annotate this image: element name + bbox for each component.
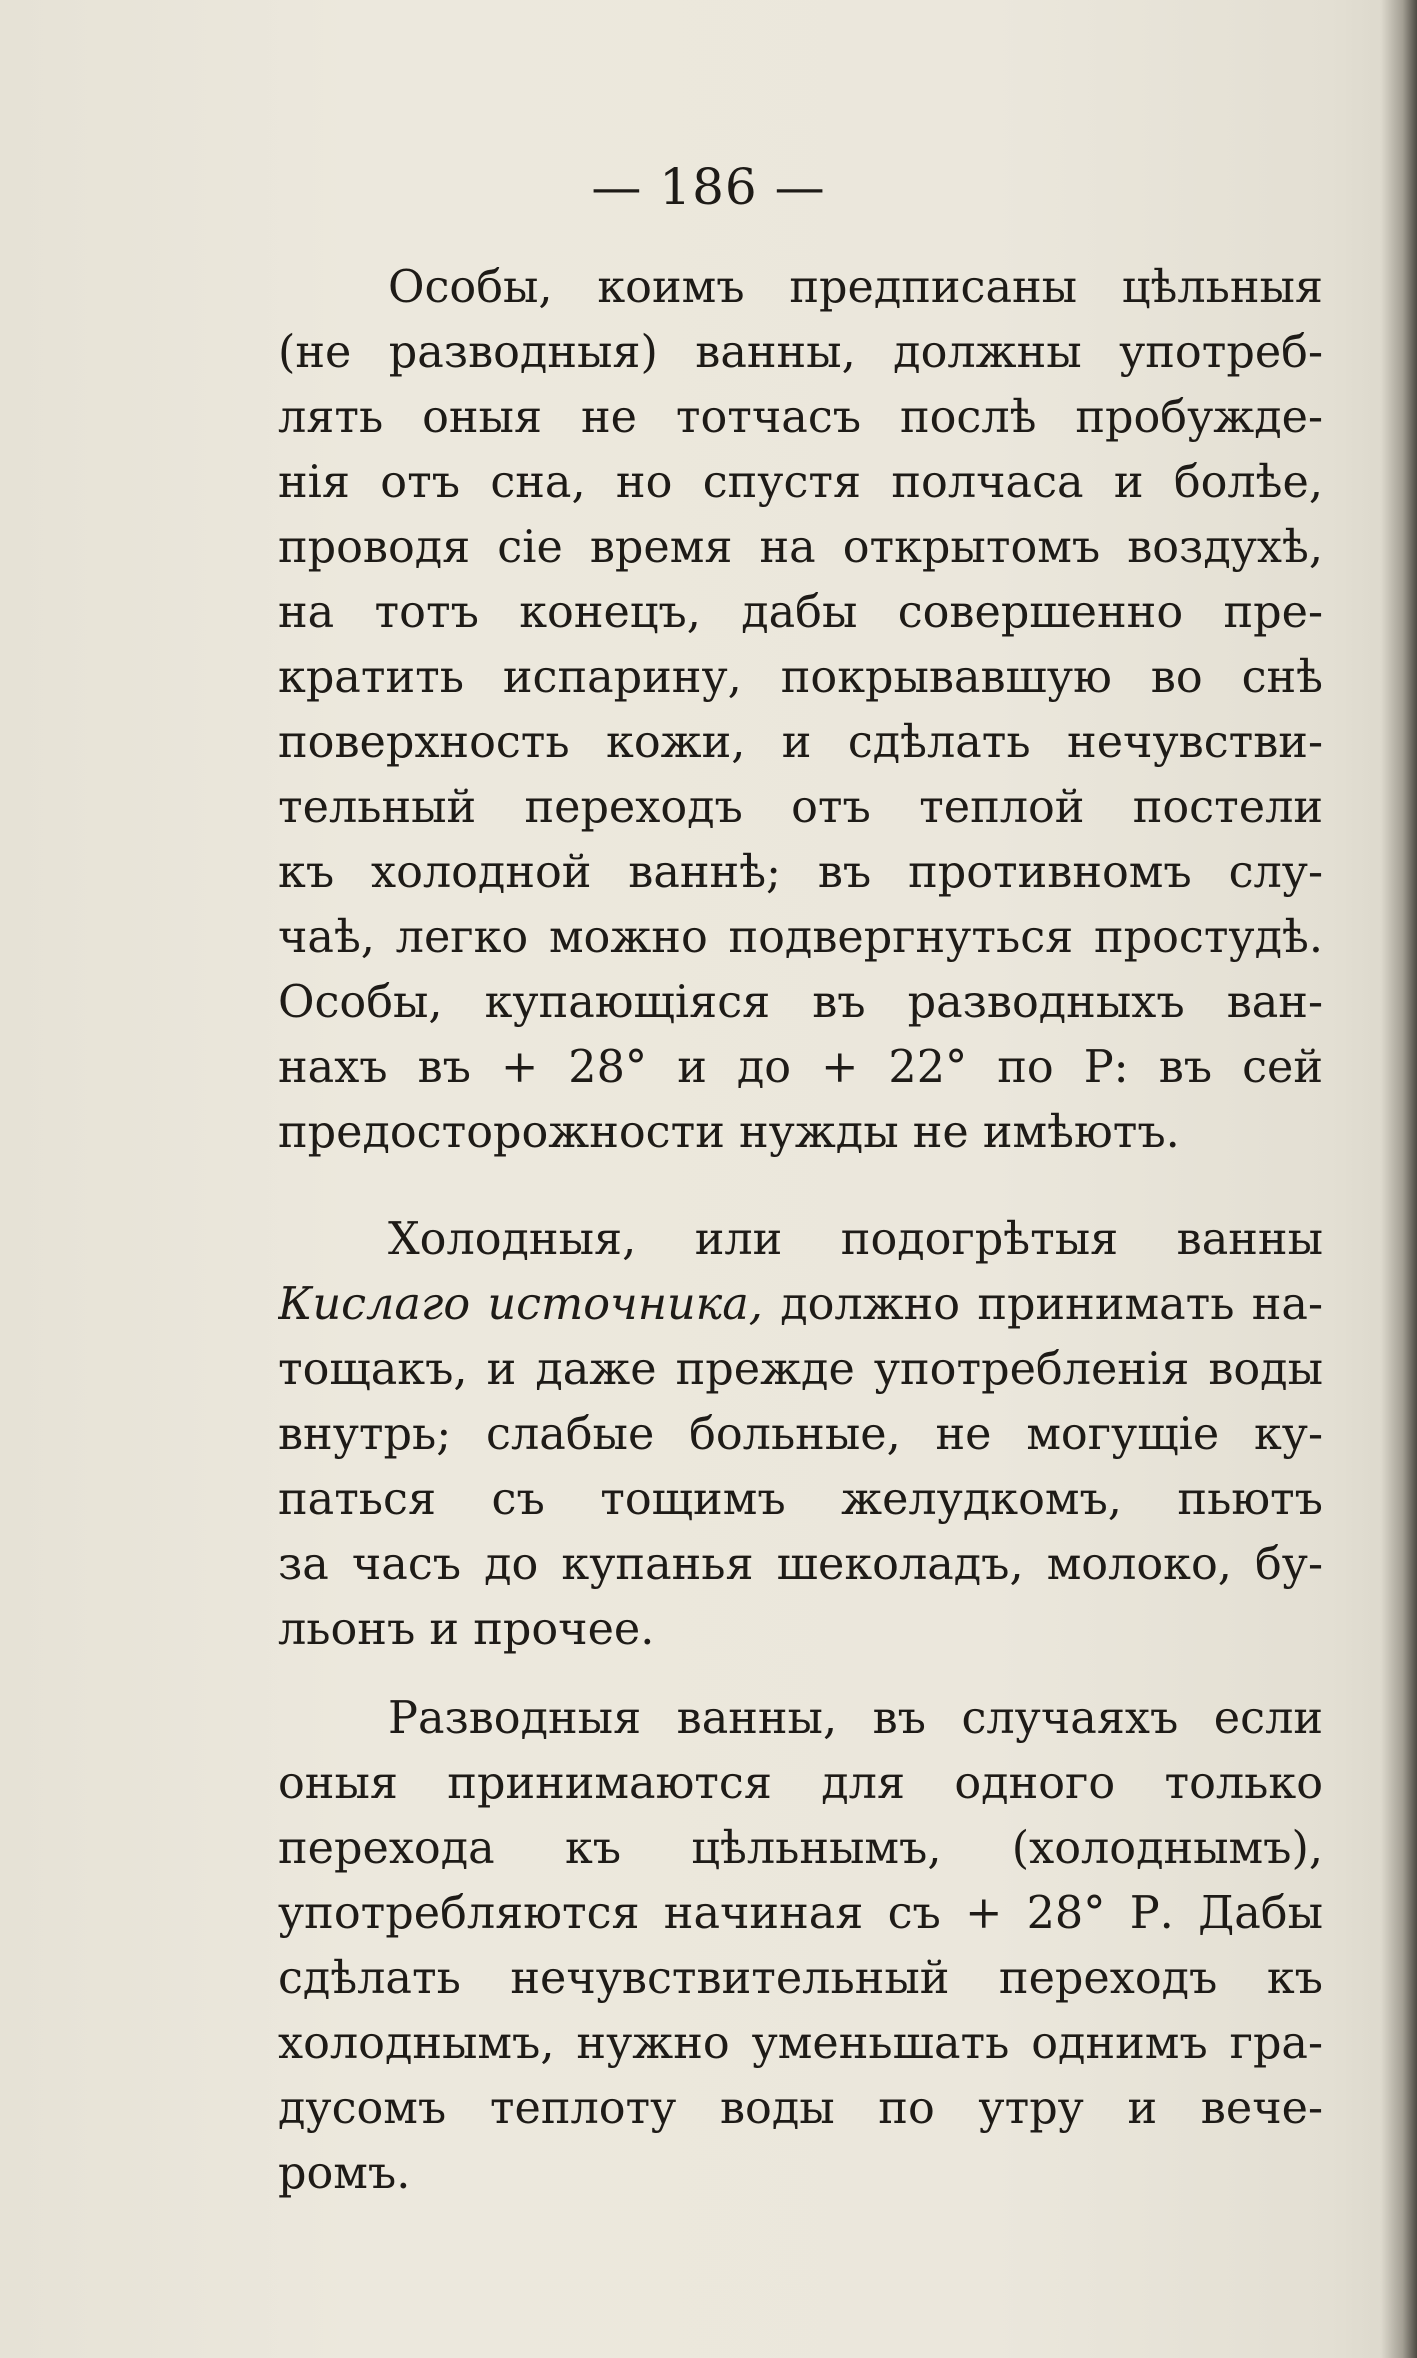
text-line: нія отъ сна, но спустя полчаса и болѣе,: [278, 457, 1323, 508]
italic-phrase: Кислаго источника,: [278, 1279, 763, 1330]
text-fragment: должно принимать на-: [780, 1279, 1323, 1330]
text-line: паться съ тощимъ желудкомъ, пьютъ: [278, 1474, 1323, 1525]
text-line: (не разводныя) ванны, должны употреб-: [278, 327, 1323, 378]
text-line: Особы, купающіяся въ разводныхъ ван-: [278, 977, 1323, 1028]
text-line: оныя принимаются для одного только: [278, 1758, 1323, 1809]
text-line: Разводныя ванны, въ случаяхъ если: [388, 1693, 1323, 1744]
text-line: кратить испарину, покрывавшую во снѣ: [278, 652, 1323, 703]
text-line: предосторожности нужды не имѣютъ.: [278, 1107, 1180, 1158]
text-line: Особы, коимъ предписаны цѣльныя: [388, 262, 1323, 313]
text-line: дусомъ теплоту воды по утру и вече-: [278, 2083, 1323, 2134]
text-line-with-italic: [278, 1272, 1323, 1337]
text-line: перехода къ цѣльнымъ, (холоднымъ),: [278, 1823, 1323, 1874]
paragraph-1: [278, 255, 1323, 1165]
text-line: тощакъ, и даже прежде употребленія воды: [278, 1344, 1323, 1395]
text-line: Холодныя, или подогрѣтыя ванны: [388, 1214, 1323, 1265]
text-line: внутрь; слабые больные, не могущіе ку-: [278, 1409, 1323, 1460]
paragraph-3: [278, 1686, 1323, 2206]
text-line: поверхность кожи, и сдѣлать нечувстви-: [278, 717, 1323, 768]
text-line: ромъ.: [278, 2148, 411, 2199]
paragraph-2: [278, 1207, 1323, 1662]
page-spine-shadow: [1381, 0, 1417, 2358]
text-line: холоднымъ, нужно уменьшать однимъ гра-: [278, 2018, 1323, 2069]
text-line: къ холодной ваннѣ; въ противномъ слу-: [278, 847, 1323, 898]
text-line: сдѣлать нечувствительный переходъ къ: [278, 1953, 1323, 2004]
text-line: льонъ и прочее.: [278, 1604, 655, 1655]
text-line: проводя сіе время на открытомъ воздухѣ,: [278, 522, 1323, 573]
text-line: нахъ въ + 28° и до + 22° по Р: въ сей: [278, 1042, 1323, 1093]
text-line: тельный переходъ отъ теплой постели: [278, 782, 1323, 833]
text-line: чаѣ, легко можно подвергнуться простудѣ.: [278, 912, 1323, 963]
text-line: лять оныя не тотчасъ послѣ пробужде-: [278, 392, 1323, 443]
text-line: за часъ до купанья шеколадъ, молоко, бу-: [278, 1539, 1323, 1590]
page-number: — 186 —: [591, 158, 826, 216]
text-line: употребляются начиная съ + 28° Р. Дабы: [278, 1888, 1323, 1939]
body-text: [278, 255, 1323, 2206]
text-line: на тотъ конецъ, дабы совершенно пре-: [278, 587, 1323, 638]
